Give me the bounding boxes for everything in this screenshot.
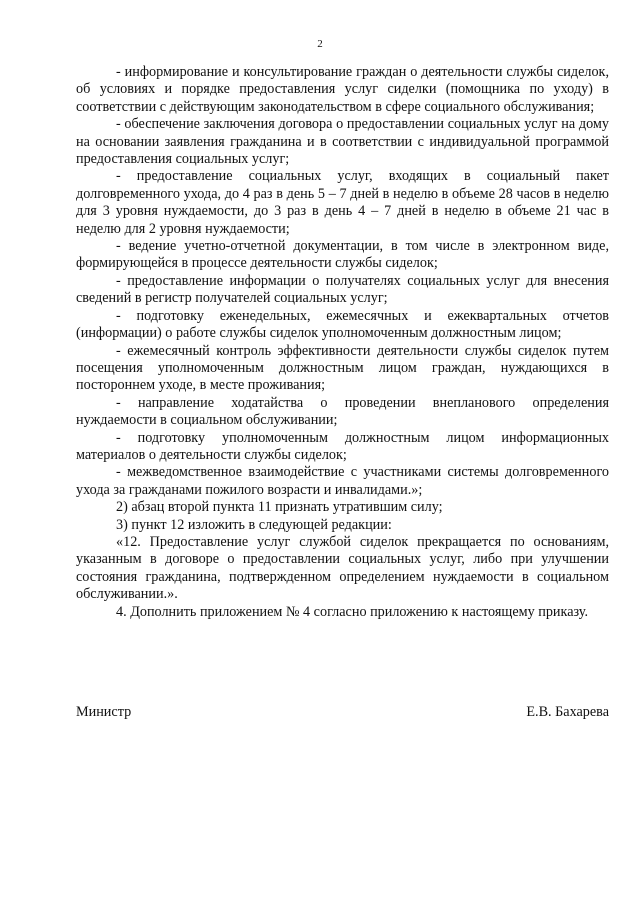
paragraph-interaction: - межведомственное взаимодействие с участниками системы долговременного ухода за гражданами пожилого возрасти и инвалидами.»; xyxy=(76,464,609,498)
paragraph-social-services: - предоставление социальных услуг, входящих в социальный пакет долговременного ухода, до 4 раз в день 5 – 7 дней в неделю в объеме 28 часов в неделю для 3 уровня нуждаемости, до 3 раз в день 4 – 7 дней в неделю в объеме 21 час в неделю для 2 уровня нуждаемости; xyxy=(76,168,609,237)
paragraph-monthly-control: - ежемесячный контроль эффективности деятельности службы сиделок путем посещения уполномоченным должностным лицом граждан, нуждающихся в постороннем уходе, в месте проживания; xyxy=(76,342,609,394)
paragraph-item-4: 4. Дополнить приложением № 4 согласно приложению к настоящему приказу. xyxy=(116,603,589,620)
page-number: 2 xyxy=(317,38,323,50)
paragraph-item-2: 2) абзац второй пункта 11 признать утратившим силу; xyxy=(116,499,443,516)
paragraph-documentation: - ведение учетно-отчетной документации, в том числе в электронном виде, формирующейся в процессе деятельности службы сиделок; xyxy=(76,238,609,272)
document-body xyxy=(76,64,609,621)
paragraph-reports: - подготовку еженедельных, ежемесячных и ежеквартальных отчетов (информации) о работе службы сиделок уполномоченным должностным лицом; xyxy=(76,307,609,342)
paragraph-contract: - обеспечение заключения договора о предоставлении социальных услуг на дому на основании заявления гражданина и в соответствии с индивидуальной программой предоставления социальных услуг; xyxy=(76,116,609,168)
paragraph-clause-12: «12. Предоставление услуг службой сиделок прекращается по основаниям, указанным в договоре о предоставлении социальных услуг, либо при улучшении состояния гражданина, подтвержденном определением нуждаемости в социальном обслуживании.». xyxy=(76,533,609,603)
signatory-position: Министр xyxy=(76,704,132,720)
paragraph-petition: - направление ходатайства о проведении внепланового определения нуждаемости в социальном обслуживании; xyxy=(76,394,609,429)
signature-block xyxy=(76,704,609,721)
signatory-name: Е.В. Бахарева xyxy=(526,704,609,720)
paragraph-informing: - информирование и консультирование граждан о деятельности службы сиделок, об условиях и порядке предоставления услуг сиделки (помощника по уходу) в соответствии с действующим законодательством в сфере социального обслуживания; xyxy=(76,64,609,115)
paragraph-info-materials: - подготовку уполномоченным должностным лицом информационных материалов о деятельности службы сиделок; xyxy=(76,429,609,463)
paragraph-register-info: - предоставление информации о получателях социальных услуг для внесения сведений в регистр получателей социальных услуг; xyxy=(76,272,609,307)
paragraph-item-3: 3) пункт 12 изложить в следующей редакции: xyxy=(116,516,392,533)
